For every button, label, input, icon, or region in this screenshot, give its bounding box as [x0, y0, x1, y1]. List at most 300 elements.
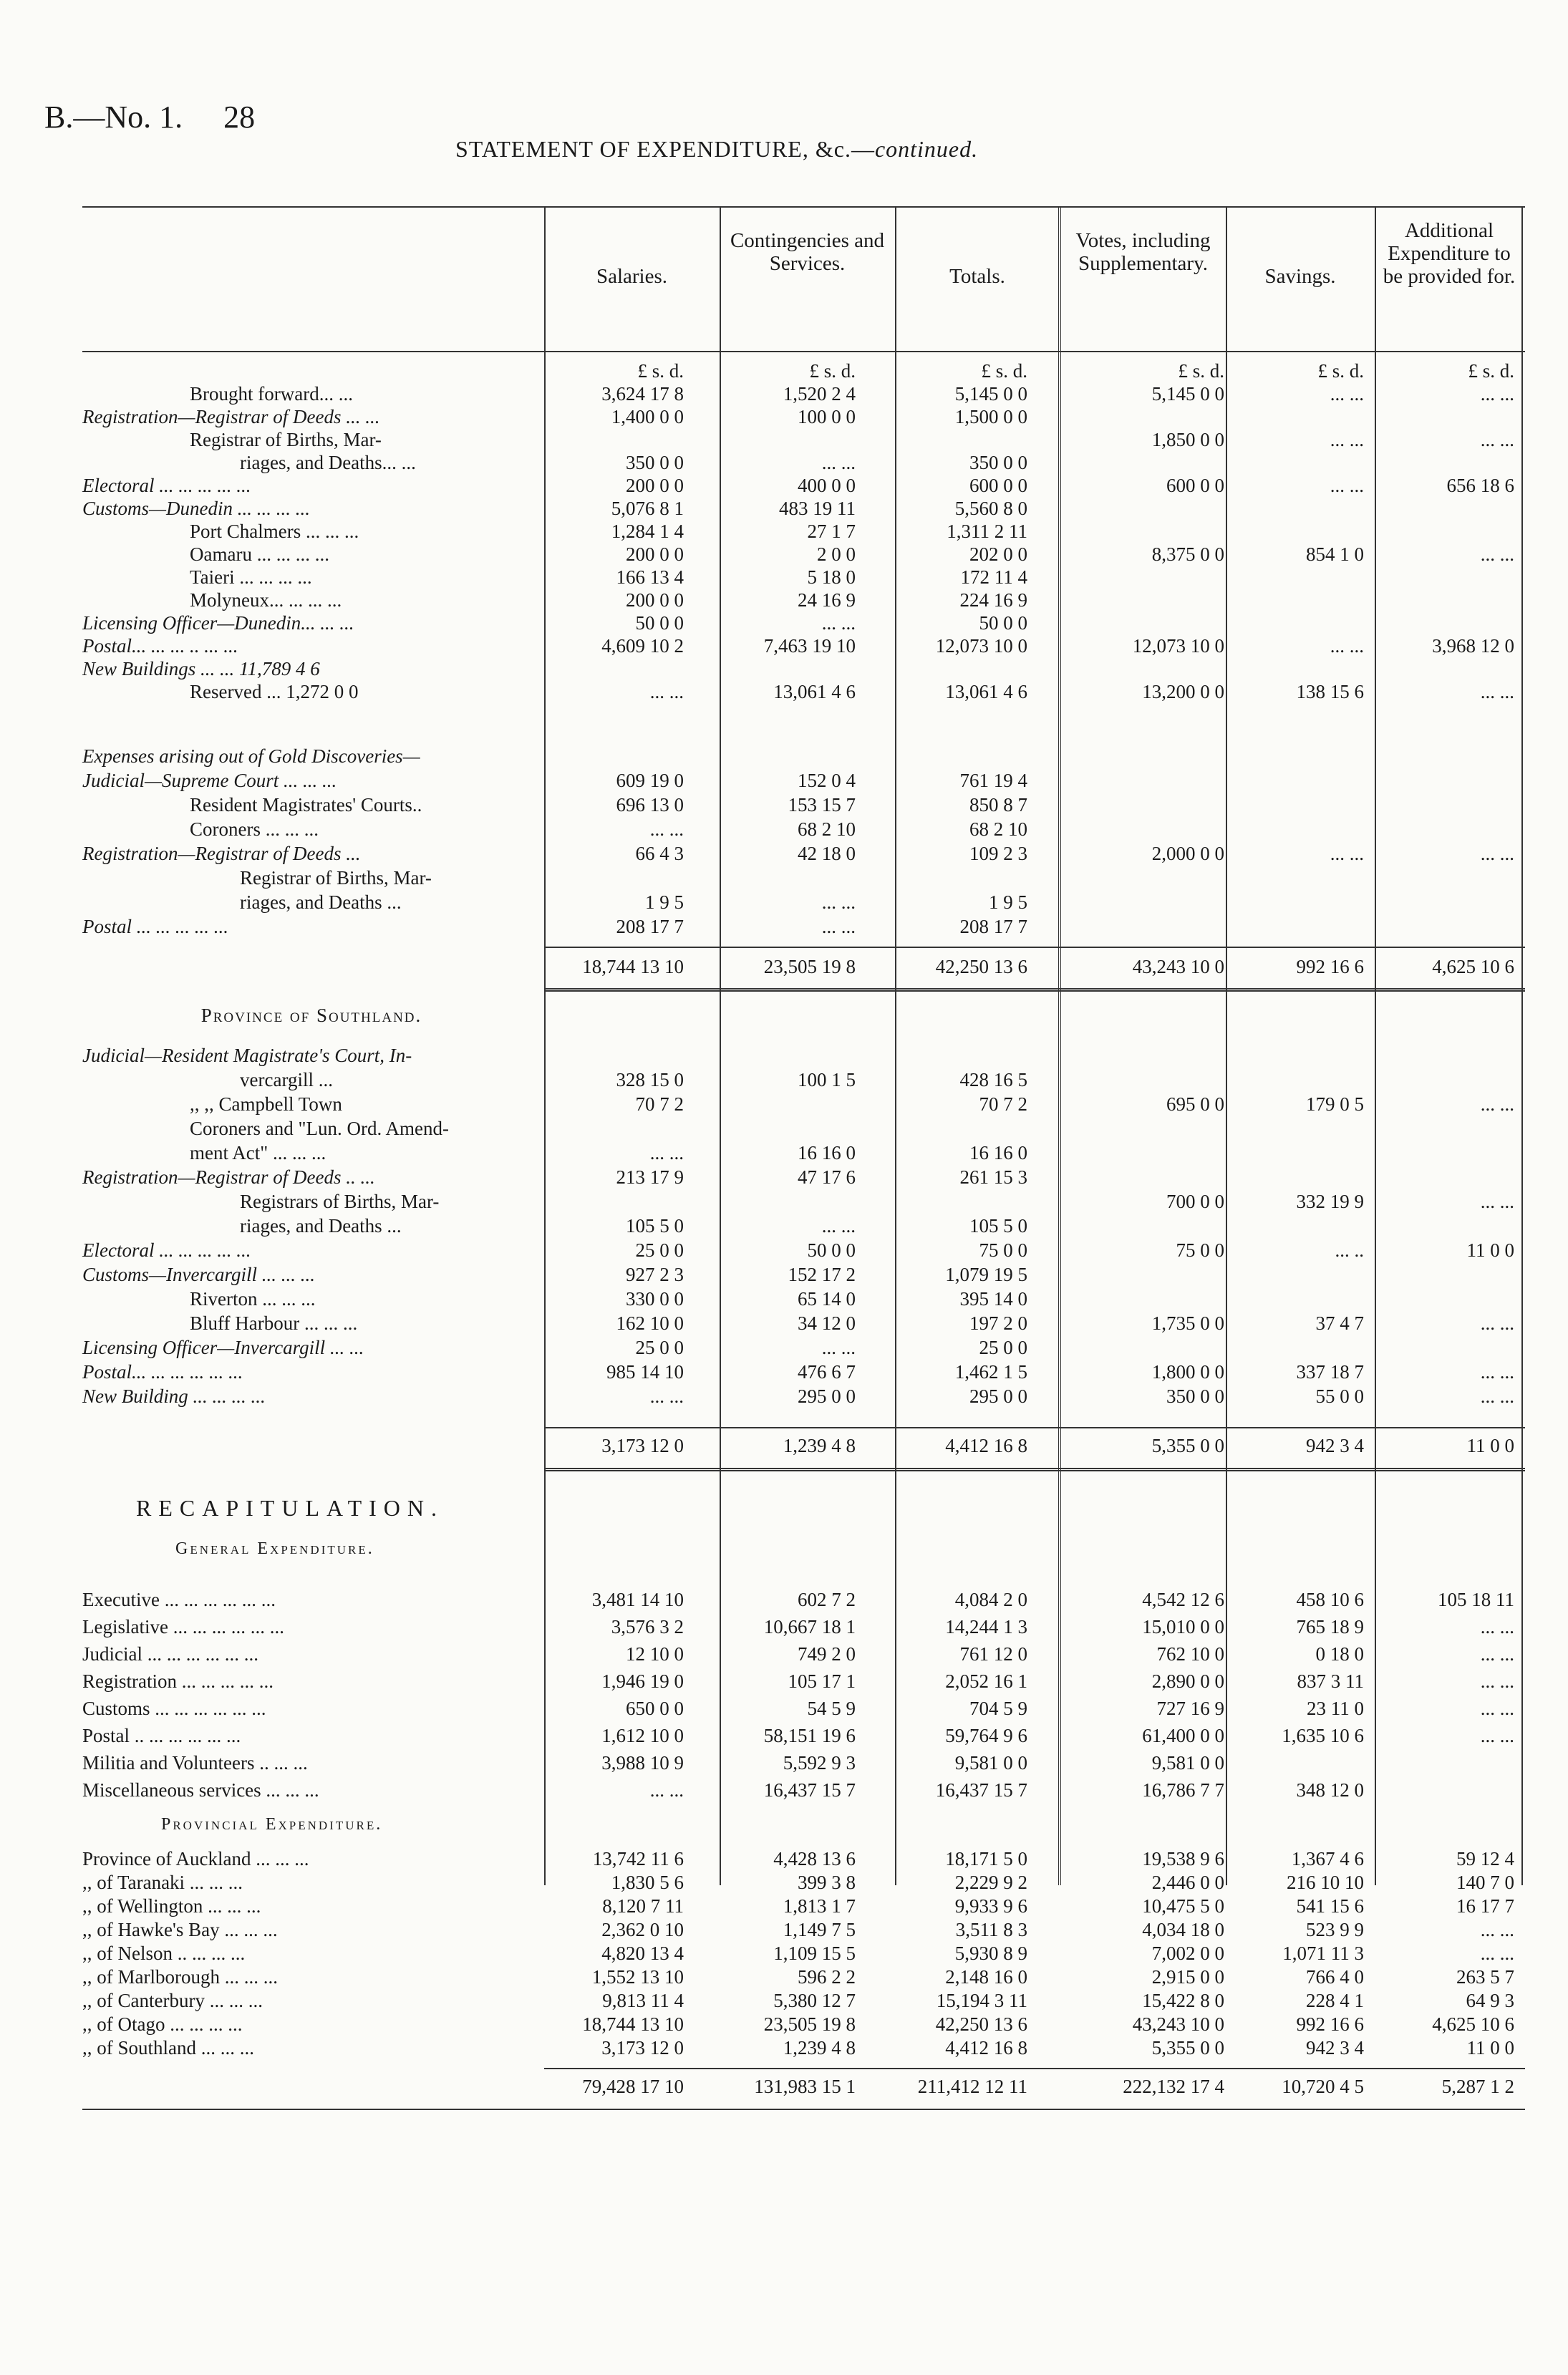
cell-votes: 350 0 0 — [1166, 1385, 1224, 1407]
row-label: riages, and Deaths ... — [240, 1215, 402, 1237]
col-totals: Totals. — [949, 265, 1005, 288]
table-row — [82, 405, 1525, 428]
cell-totals: 395 14 0 — [959, 1288, 1027, 1310]
cell-votes: 8,375 0 0 — [1151, 543, 1224, 565]
cell-additional: ... ... — [1480, 429, 1514, 450]
col-salaries: Salaries. — [596, 265, 668, 288]
cell-savings: 179 0 5 — [1306, 1093, 1364, 1115]
table-row — [82, 1360, 1525, 1383]
cell-votes: 16,786 7 7 — [1142, 1779, 1224, 1801]
cell-totals: 4,412 16 8 — [945, 2037, 1027, 2059]
cell-salaries: 105 5 0 — [626, 1215, 684, 1237]
row-label: Postal .. ... ... ... ... ... — [82, 1725, 241, 1746]
cell-contingencies: 16 16 0 — [798, 1142, 856, 1164]
table-row — [82, 1847, 1525, 1870]
cell-additional: 4,625 10 6 — [1432, 2013, 1514, 2035]
row-label: Customs—Invercargill ... ... ... — [82, 1264, 315, 1285]
cell-salaries: 1,284 1 4 — [611, 521, 684, 542]
cell-additional: 656 18 6 — [1446, 475, 1514, 496]
cell-salaries: 25 0 0 — [635, 1239, 684, 1261]
cell-additional: 59 12 4 — [1456, 1848, 1514, 1869]
cell-votes: 75 0 0 — [1176, 1239, 1224, 1261]
total-double-rule-a — [544, 988, 1525, 992]
cell-savings: 138 15 6 — [1296, 681, 1364, 702]
table-row — [82, 566, 1525, 589]
total-salaries: 18,744 13 10 — [582, 956, 684, 977]
table-row — [82, 745, 1525, 768]
table-row — [82, 1965, 1525, 1988]
cell-totals: 850 8 7 — [969, 794, 1027, 816]
row-label: ,, of Nelson .. ... ... ... — [82, 1943, 246, 1964]
cell-savings: 23 11 0 — [1307, 1698, 1364, 1719]
cell-salaries: ... ... — [649, 1142, 684, 1164]
page-title-main: STATEMENT OF EXPENDITURE, &c.— — [455, 136, 875, 162]
cell-savings: 332 19 9 — [1296, 1191, 1364, 1212]
row-label: Judicial—Resident Magistrate's Court, In- — [82, 1045, 412, 1066]
cell-savings: 1,635 10 6 — [1282, 1725, 1364, 1746]
cell-additional: ... ... — [1480, 383, 1514, 405]
cell-salaries: 8,120 7 11 — [602, 1895, 684, 1917]
table-row — [82, 1779, 1525, 1801]
cell-salaries: 9,813 11 4 — [602, 1990, 684, 2011]
cell-salaries: 1,830 5 6 — [611, 1872, 684, 1893]
cell-contingencies: 54 5 9 — [807, 1698, 856, 1719]
cell-additional: ... ... — [1480, 1725, 1514, 1746]
cell-salaries: 1,552 13 10 — [591, 1966, 684, 1988]
table-row — [82, 866, 1525, 889]
cell-savings: 992 16 6 — [1296, 2013, 1364, 2035]
cell-salaries: 3,576 3 2 — [611, 1616, 684, 1638]
row-label: Registration—Registrar of Deeds ... ... — [82, 406, 380, 427]
cell-votes: 762 10 0 — [1156, 1643, 1224, 1665]
cell-additional: ... ... — [1480, 1643, 1514, 1665]
cell-additional: ... ... — [1480, 543, 1514, 565]
cell-totals: 75 0 0 — [979, 1239, 1027, 1261]
col-votes: Votes, including Supplementary. — [1075, 229, 1211, 275]
row-label: New Buildings ... ... 11,789 4 6 — [82, 658, 320, 679]
row-label: Coroners and "Lun. Ord. Amend- — [190, 1118, 449, 1139]
cell-additional: 64 9 3 — [1466, 1990, 1514, 2011]
total-contingencies: 23,505 19 8 — [763, 956, 856, 977]
cell-votes: 1,850 0 0 — [1151, 429, 1224, 450]
cell-savings: 1,367 4 6 — [1291, 1848, 1364, 1869]
total-savings: 942 3 4 — [1306, 1435, 1364, 1456]
table-row — [82, 1044, 1525, 1067]
cell-additional: ... ... — [1480, 1093, 1514, 1115]
cell-salaries: 200 0 0 — [626, 543, 684, 565]
cell-totals: 5,145 0 0 — [954, 383, 1027, 405]
total-salaries: 3,173 12 0 — [601, 1435, 684, 1456]
cell-contingencies: 153 15 7 — [788, 794, 856, 816]
currency-row — [82, 359, 1525, 382]
row-label: Registrar of Births, Mar- — [240, 867, 432, 889]
table-row — [82, 793, 1525, 816]
row-label: Molyneux... ... ... ... — [190, 589, 342, 611]
cell-contingencies: 1,149 7 5 — [783, 1919, 856, 1940]
table-row — [82, 1093, 1525, 1116]
cell-contingencies: ... ... — [821, 1337, 856, 1358]
cell-salaries: 4,609 10 2 — [601, 635, 684, 657]
cell-salaries: 1 9 5 — [645, 891, 684, 913]
cell-savings: 37 4 7 — [1315, 1312, 1364, 1334]
cell-salaries: 5,076 8 1 — [611, 498, 684, 519]
provincial-expenditure-title: Provincial Expenditure. — [161, 1815, 383, 1834]
cell-contingencies: 483 19 11 — [779, 498, 856, 519]
cell-votes: 13,200 0 0 — [1142, 681, 1224, 702]
page-number: 28 — [223, 100, 256, 135]
southland-heading-row — [82, 1004, 1525, 1027]
cell-contingencies: 4,428 13 6 — [773, 1848, 856, 1869]
grand-total-row — [82, 2075, 1525, 2098]
row-label: ment Act" ... ... ... — [190, 1142, 326, 1164]
cell-contingencies: 105 17 1 — [788, 1670, 856, 1692]
cell-salaries: 13,742 11 6 — [592, 1848, 684, 1869]
cell-savings: 766 4 0 — [1306, 1966, 1364, 1988]
table-row — [82, 382, 1525, 405]
table-row — [82, 611, 1525, 634]
cell-totals: 261 15 3 — [959, 1166, 1027, 1188]
cell-savings: 1,071 11 3 — [1282, 1943, 1364, 1964]
cell-votes: 695 0 0 — [1166, 1093, 1224, 1115]
cell-totals: 13,061 4 6 — [945, 681, 1027, 702]
table-row — [82, 1643, 1525, 1665]
cell-contingencies: 50 0 0 — [807, 1239, 856, 1261]
cell-totals: 5,560 8 0 — [954, 498, 1027, 519]
cell-totals: 600 0 0 — [969, 475, 1027, 496]
cell-salaries: 927 2 3 — [626, 1264, 684, 1285]
cell-salaries: 3,624 17 8 — [601, 383, 684, 405]
cell-salaries: ... ... — [649, 1385, 684, 1407]
row-label: ,, of Wellington ... ... ... — [82, 1895, 261, 1917]
cell-totals: 9,581 0 0 — [954, 1752, 1027, 1774]
cell-contingencies: 399 3 8 — [798, 1872, 856, 1893]
cell-additional: ... ... — [1480, 1616, 1514, 1638]
cell-additional: ... ... — [1480, 1698, 1514, 1719]
table-row — [82, 657, 1525, 680]
cell-votes: 5,355 0 0 — [1151, 2037, 1224, 2059]
cell-salaries: ... ... — [649, 818, 684, 840]
cell-totals: 15,194 3 11 — [936, 1990, 1027, 2011]
table-row — [82, 543, 1525, 566]
cell-contingencies: ... ... — [821, 452, 856, 473]
row-label: Customs—Dunedin ... ... ... ... — [82, 498, 311, 519]
cell-savings: ... ... — [1330, 383, 1364, 405]
table-row — [82, 891, 1525, 914]
table-row — [82, 1336, 1525, 1359]
total-totals: 42,250 13 6 — [935, 956, 1027, 977]
cell-totals: 4,084 2 0 — [954, 1589, 1027, 1610]
cell-totals: 704 5 9 — [969, 1698, 1027, 1719]
table-row — [82, 2013, 1525, 2036]
cell-salaries: 12 10 0 — [626, 1643, 684, 1665]
cell-savings: 228 4 1 — [1306, 1990, 1364, 2011]
cell-savings: 55 0 0 — [1315, 1385, 1364, 1407]
cell-contingencies: ... ... — [821, 612, 856, 634]
subtotal-rule-a — [544, 947, 1525, 948]
cell-salaries: 50 0 0 — [635, 612, 684, 634]
cell-totals: 50 0 0 — [979, 612, 1027, 634]
row-label: Riverton ... ... ... — [190, 1288, 316, 1310]
cell-additional: 11 0 0 — [1466, 1239, 1514, 1261]
row-label: ,, of Hawke's Bay ... ... ... — [82, 1919, 278, 1940]
cell-contingencies: ... ... — [821, 891, 856, 913]
cell-additional: ... ... — [1480, 1919, 1514, 1940]
cell-salaries: ... ... — [649, 681, 684, 702]
cell-totals: 25 0 0 — [979, 1337, 1027, 1358]
cell-savings: ... ... — [1330, 843, 1364, 864]
cell-additional: ... ... — [1480, 1312, 1514, 1334]
cell-salaries: 696 13 0 — [616, 794, 684, 816]
table-top-rule — [82, 206, 1525, 208]
cell-savings: 337 18 7 — [1296, 1361, 1364, 1383]
grand-total-votes: 222,132 17 4 — [1123, 2076, 1224, 2097]
cell-totals: 2,148 16 0 — [945, 1966, 1027, 1988]
cell-salaries: 609 19 0 — [616, 770, 684, 791]
cell-totals: 9,933 9 6 — [954, 1895, 1027, 1917]
table-row — [82, 1068, 1525, 1091]
cell-additional: 11 0 0 — [1466, 2037, 1514, 2059]
cell-totals: 12,073 10 0 — [935, 635, 1027, 657]
cell-savings: 854 1 0 — [1306, 543, 1364, 565]
row-label: Executive ... ... ... ... ... ... — [82, 1589, 276, 1610]
cell-votes: 19,538 9 6 — [1142, 1848, 1224, 1869]
cell-salaries: 2,362 0 10 — [601, 1919, 684, 1940]
cell-additional: 140 7 0 — [1456, 1872, 1514, 1893]
total-savings: 992 16 6 — [1296, 956, 1364, 977]
cell-votes: 9,581 0 0 — [1151, 1752, 1224, 1774]
total-row-otago — [82, 955, 1525, 978]
table-row — [82, 1588, 1525, 1611]
row-label: Registration—Registrar of Deeds ... — [82, 843, 361, 864]
table-row — [82, 589, 1525, 611]
row-label: ,, of Otago ... ... ... ... — [82, 2013, 243, 2035]
cell-salaries: 208 17 7 — [616, 916, 684, 937]
row-label: riages, and Deaths... ... — [240, 452, 416, 473]
cell-totals: 1,462 1 5 — [954, 1361, 1027, 1383]
page-reference — [44, 99, 255, 135]
cell-salaries: 650 0 0 — [626, 1698, 684, 1719]
cell-votes: 43,243 10 0 — [1132, 2013, 1224, 2035]
cell-votes: 2,915 0 0 — [1151, 1966, 1224, 1988]
cell-contingencies: 1,109 15 5 — [773, 1943, 856, 1964]
row-label: Customs ... ... ... ... ... ... — [82, 1698, 266, 1719]
cell-salaries: 213 17 9 — [616, 1166, 684, 1188]
cell-salaries: 70 7 2 — [635, 1093, 684, 1115]
cell-votes: 7,002 0 0 — [1151, 1943, 1224, 1964]
cell-contingencies: ... ... — [821, 1215, 856, 1237]
cell-contingencies: 5 18 0 — [807, 566, 856, 588]
cell-contingencies: 13,061 4 6 — [773, 681, 856, 702]
row-label: Judicial ... ... ... ... ... ... — [82, 1643, 258, 1665]
table-row — [82, 680, 1525, 703]
cell-additional: 263 5 7 — [1456, 1966, 1514, 1988]
cell-contingencies: 42 18 0 — [798, 843, 856, 864]
cell-totals: 295 0 0 — [969, 1385, 1027, 1407]
cell-totals: 2,229 9 2 — [954, 1872, 1027, 1893]
cell-salaries: 1,400 0 0 — [611, 406, 684, 427]
cell-savings: 837 3 11 — [1297, 1670, 1364, 1692]
table-row — [82, 1166, 1525, 1189]
row-label: Oamaru ... ... ... ... — [190, 543, 329, 565]
grand-total-additional: 5,287 1 2 — [1441, 2076, 1514, 2097]
cell-votes: 5,145 0 0 — [1151, 383, 1224, 405]
cell-savings: 216 10 10 — [1287, 1872, 1364, 1893]
cell-salaries: 66 4 3 — [635, 843, 684, 864]
table-row — [82, 1918, 1525, 1941]
page-title-suffix: continued. — [874, 136, 979, 162]
cell-additional: 16 17 7 — [1456, 1895, 1514, 1917]
cell-contingencies: 10,667 18 1 — [763, 1616, 856, 1638]
cell-totals: 14,244 1 3 — [945, 1616, 1027, 1638]
cell-savings: ... .. — [1335, 1239, 1364, 1261]
cell-votes: 10,475 5 0 — [1142, 1895, 1224, 1917]
cell-additional: ... ... — [1480, 1385, 1514, 1407]
cell-savings: 458 10 6 — [1296, 1589, 1364, 1610]
cell-totals: 1,311 2 11 — [947, 521, 1027, 542]
cell-savings: ... ... — [1330, 475, 1364, 496]
cell-additional: ... ... — [1480, 843, 1514, 864]
cell-totals: 3,511 8 3 — [955, 1919, 1027, 1940]
cell-salaries: 1,946 19 0 — [601, 1670, 684, 1692]
table-row — [82, 1214, 1525, 1237]
table-row — [82, 1287, 1525, 1310]
cell-salaries: 18,744 13 10 — [582, 2013, 684, 2035]
grand-total-contingencies: 131,983 15 1 — [754, 2076, 856, 2097]
total-additional: 11 0 0 — [1466, 1435, 1514, 1456]
total-totals: 4,412 16 8 — [945, 1435, 1027, 1456]
table-row — [82, 497, 1525, 520]
cell-contingencies: 5,592 9 3 — [783, 1752, 856, 1774]
cell-totals: 208 17 7 — [959, 916, 1027, 937]
cell-additional: ... ... — [1480, 1361, 1514, 1383]
row-label: vercargill ... — [240, 1069, 333, 1090]
cell-contingencies: 2 0 0 — [817, 543, 856, 565]
col-contingencies: Contingencies and Services. — [730, 229, 885, 275]
cell-contingencies: 1,239 4 8 — [783, 2037, 856, 2059]
row-label: ,, ,, Campbell Town — [190, 1093, 342, 1115]
cell-totals: 224 16 9 — [959, 589, 1027, 611]
cell-contingencies: 16,437 15 7 — [763, 1779, 856, 1801]
cell-salaries: ... ... — [649, 1779, 684, 1801]
row-label: Taieri ... ... ... ... — [190, 566, 312, 588]
cell-contingencies: 100 0 0 — [798, 406, 856, 427]
table-row — [82, 1615, 1525, 1638]
cell-votes: 700 0 0 — [1166, 1191, 1224, 1212]
page-ref: B.—No. 1. — [44, 100, 183, 135]
cell-totals: 18,171 5 0 — [945, 1848, 1027, 1869]
cell-votes: 4,542 12 6 — [1142, 1589, 1224, 1610]
lsd-contingencies: £ s. d. — [809, 360, 856, 382]
table-row — [82, 1141, 1525, 1164]
cell-totals: 1,500 0 0 — [954, 406, 1027, 427]
table-row — [82, 1871, 1525, 1894]
lsd-additional: £ s. d. — [1468, 360, 1514, 382]
table-row — [82, 1989, 1525, 2012]
cell-votes: 600 0 0 — [1166, 475, 1224, 496]
cell-votes: 727 16 9 — [1156, 1698, 1224, 1719]
row-label: Resident Magistrates' Courts.. — [190, 794, 422, 816]
cell-votes: 12,073 10 0 — [1132, 635, 1224, 657]
total-additional: 4,625 10 6 — [1432, 956, 1514, 977]
row-label: Registrars of Births, Mar- — [240, 1191, 440, 1212]
cell-contingencies: 152 0 4 — [798, 770, 856, 791]
row-label: Electoral ... ... ... ... ... — [82, 1239, 251, 1261]
cell-totals: 172 11 4 — [960, 566, 1027, 588]
row-label: Militia and Volunteers .. ... ... — [82, 1752, 308, 1774]
cell-contingencies: 1,520 2 4 — [783, 383, 856, 405]
total-votes: 5,355 0 0 — [1151, 1435, 1224, 1456]
cell-votes: 61,400 0 0 — [1142, 1725, 1224, 1746]
row-label: ,, of Canterbury ... ... ... — [82, 1990, 263, 2011]
cell-contingencies: 23,505 19 8 — [763, 2013, 856, 2035]
row-label: Coroners ... ... ... — [190, 818, 319, 840]
row-label: ,, of Marlborough ... ... ... — [82, 1966, 278, 1988]
row-label: Postal ... ... ... ... ... — [82, 916, 229, 937]
row-label: Legislative ... ... ... ... ... ... — [82, 1616, 284, 1638]
cell-votes: 15,010 0 0 — [1142, 1616, 1224, 1638]
cell-contingencies: 295 0 0 — [798, 1385, 856, 1407]
cell-contingencies: 596 2 2 — [798, 1966, 856, 1988]
row-label: Electoral ... ... ... ... ... — [82, 475, 251, 496]
table-row — [82, 769, 1525, 792]
cell-contingencies: 152 17 2 — [788, 1264, 856, 1285]
cell-savings: 348 12 0 — [1296, 1779, 1364, 1801]
cell-salaries: 200 0 0 — [626, 589, 684, 611]
table-row — [82, 428, 1525, 451]
recapitulation-title: RECAPITULATION. — [136, 1495, 444, 1521]
cell-contingencies: 7,463 19 10 — [763, 635, 856, 657]
cell-contingencies: 58,151 19 6 — [763, 1725, 856, 1746]
cell-additional: ... ... — [1480, 1191, 1514, 1212]
table-row — [82, 1312, 1525, 1335]
table-bottom-rule — [82, 2109, 1525, 2110]
col-additional: Additional Expenditure to be provided for. — [1383, 219, 1516, 288]
cell-salaries: 350 0 0 — [626, 452, 684, 473]
southland-heading: Province of Southland. — [200, 1005, 422, 1026]
table-row — [82, 915, 1525, 938]
cell-savings: 541 15 6 — [1296, 1895, 1364, 1917]
cell-totals: 1,079 19 5 — [945, 1264, 1027, 1285]
cell-salaries: 3,988 10 9 — [601, 1752, 684, 1774]
table-row — [82, 634, 1525, 657]
cell-totals: 202 0 0 — [969, 543, 1027, 565]
cell-additional: ... ... — [1480, 681, 1514, 702]
row-label: Bluff Harbour ... ... ... — [190, 1312, 358, 1334]
total-contingencies: 1,239 4 8 — [783, 1435, 856, 1456]
cell-savings: 0 18 0 — [1315, 1643, 1364, 1665]
table-row — [82, 1385, 1525, 1408]
cell-contingencies: 5,380 12 7 — [773, 1990, 856, 2011]
cell-salaries: 985 14 10 — [606, 1361, 684, 1383]
row-label: Expenses arising out of Gold Discoveries— — [82, 745, 420, 767]
table-row — [82, 1895, 1525, 1917]
cell-salaries: 4,820 13 4 — [601, 1943, 684, 1964]
cell-votes: 2,890 0 0 — [1151, 1670, 1224, 1692]
cell-votes: 15,422 8 0 — [1142, 1990, 1224, 2011]
cell-contingencies: 1,813 1 7 — [783, 1895, 856, 1917]
table-row — [82, 1263, 1525, 1286]
col-savings: Savings. — [1264, 265, 1336, 288]
cell-totals: 59,764 9 6 — [945, 1725, 1027, 1746]
row-label: Port Chalmers ... ... ... — [190, 521, 359, 542]
lsd-votes: £ s. d. — [1178, 360, 1224, 382]
cell-savings: 523 9 9 — [1306, 1919, 1364, 1940]
table-row — [82, 1942, 1525, 1965]
table-row — [82, 1697, 1525, 1720]
row-label: Brought forward... ... — [190, 383, 353, 405]
row-label: Province of Auckland ... ... ... — [82, 1848, 309, 1869]
cell-totals: 350 0 0 — [969, 452, 1027, 473]
